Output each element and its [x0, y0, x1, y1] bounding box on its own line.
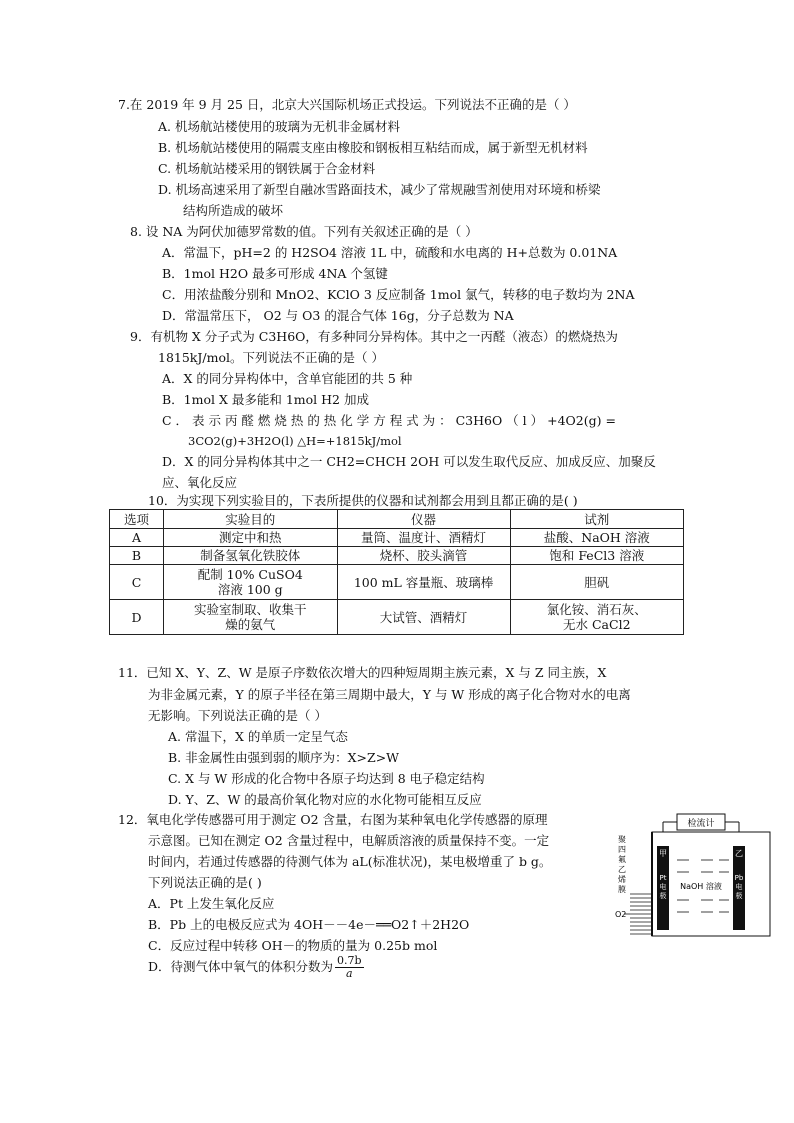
q11-stem-cont: 为非金属元素，Y 的原子半径在第三周期中最大，Y 与 W 形成的离子化合物对水的电离 — [148, 687, 631, 702]
table-cell — [163, 565, 337, 600]
table-cell: B — [110, 547, 164, 565]
q12-stem-cont: 示意图。已知在测定 O2 含量过程中，电解质溶液的质量保持不变。一定 — [148, 833, 550, 848]
table-row — [110, 547, 684, 565]
cell-line: 实验室制取、收集干 — [194, 602, 307, 617]
left-tag: 甲 — [659, 849, 667, 858]
solution-label: NaOH 溶液 — [680, 882, 722, 891]
q12-stem-cont2: 时间内，若通过传感器的待测气体为 aL(标准状况)，某电极增重了 b g。 — [148, 854, 552, 869]
q12-option-d — [148, 950, 364, 984]
q9-stem-cont: 1815kJ/mol。下列说法不正确的是（ ） — [158, 350, 384, 365]
table-cell: 制备氢氧化铁胶体 — [163, 547, 337, 565]
table-header: 选项 — [110, 510, 164, 529]
table-header: 试剂 — [510, 510, 683, 529]
q12-stem: 12．氧电化学传感器可用于测定 O2 含量，右图为某种氧电化学传感器的原理 — [118, 812, 548, 827]
q10-table — [109, 509, 684, 635]
table-cell: 烧杯、胶头滴管 — [337, 547, 510, 565]
q11-option-c: C. X 与 W 形成的化合物中各原子均达到 8 电子稳定结构 — [168, 771, 485, 786]
q12-stem-cont3: 下列说法正确的是( ) — [148, 875, 262, 890]
right-tag: 乙 — [735, 849, 743, 858]
table-header-row — [110, 510, 684, 529]
q8-option-a: A．常温下，pH=2 的 H2SO4 溶液 1L 中，硫酸和水电离的 H+总数为 0.01NA — [162, 245, 618, 260]
q7-option-b: B. 机场航站楼使用的隔震支座由橡胶和钢板相互粘结而成，属于新型无机材料 — [158, 140, 588, 155]
q11-stem-cont2: 无影响。下列说法正确的是（ ） — [148, 708, 327, 723]
cell-line: 配制 10% CuSO4 — [197, 567, 303, 582]
table-cell: 量筒、温度计、酒精灯 — [337, 529, 510, 547]
table-cell: 胆矾 — [510, 565, 683, 600]
membrane-label-char: 烯 — [618, 875, 626, 884]
pt-electrode-label: Pt 电极 — [659, 874, 667, 900]
table-cell: 测定中和热 — [163, 529, 337, 547]
table-row — [110, 565, 684, 600]
membrane-label-char: 膜 — [618, 885, 626, 894]
pb-electrode-label: Pb 电极 — [734, 874, 744, 900]
table-row — [110, 529, 684, 547]
q12-option-b: B．Pb 上的电极反应式为 4OH－－4e－══O2↑＋2H2O — [148, 917, 470, 932]
cell-line: 溶液 100 g — [217, 582, 283, 597]
table-cell: 大试管、酒精灯 — [337, 600, 510, 635]
gas-inlet-lines — [630, 894, 652, 934]
o2-label: O2 — [615, 910, 627, 919]
q11-stem: 11．已知 X、Y、Z、W 是原子序数依次增大的四种短周期主族元素，X 与 Z 同主族，X — [118, 665, 607, 680]
q8-option-c: C．用浓盐酸分别和 MnO2、KClO 3 反应制备 1mol 氯气，转移的电子数均为 2NA — [162, 287, 635, 302]
q11-option-d: D. Y、Z、W 的最高价氧化物对应的水化物可能相互反应 — [168, 792, 482, 807]
cell-line: 无水 CaCl2 — [563, 617, 631, 632]
q9-option-c-cont: 3CO2(g)+3H2O(l) △H=+1815kJ/mol — [188, 434, 402, 448]
q7-option-d: D. 机场高速采用了新型自融冰雪路面技术，减少了常规融雪剂使用对环境和桥梁 — [158, 182, 601, 197]
table-header: 实验目的 — [163, 510, 337, 529]
q12-option-c: C．反应过程中转移 OH－的物质的量为 0.25b mol — [148, 938, 438, 953]
cell-line: 氯化铵、消石灰、 — [546, 602, 647, 617]
q9-stem: 9．有机物 X 分子式为 C3H6O，有多种同分异构体。其中之一丙醛（液态）的燃烧热为 — [130, 329, 618, 344]
q8-option-d: D．常温常压下， O2 与 O3 的混合气体 16g，分子总数为 NA — [162, 308, 514, 323]
q9-option-c: C ． 表 示 丙 醛 燃 烧 热 的 热 化 学 方 程 式 为 ： C3H6O （ l ） +4O2(g) = — [162, 413, 616, 428]
q11-option-b: B. 非金属性由强到弱的顺序为：X>Z>W — [168, 750, 400, 765]
q9-option-a: A．X 的同分异构体中，含单官能团的共 5 种 — [162, 371, 413, 386]
table-cell: 100 mL 容量瓶、玻璃棒 — [337, 565, 510, 600]
q7-stem: 7.在 2019 年 9 月 25 日，北京大兴国际机场正式投运。下列说法不正确的是（ ） — [118, 97, 576, 112]
table-cell — [163, 600, 337, 635]
table-cell: D — [110, 600, 164, 635]
q12-option-a: A．Pt 上发生氧化反应 — [148, 896, 275, 911]
q8-stem: 8. 设 NA 为阿伏加德罗常数的值。下列有关叙述正确的是（ ） — [130, 224, 478, 239]
q12-option-d-text: D．待测气体中氧气的体积分数为 — [148, 959, 334, 974]
cell-line: 燥的氨气 — [225, 617, 276, 632]
table-header: 仪器 — [337, 510, 510, 529]
q10-stem: 10．为实现下列实验目的，下表所提供的仪器和试剂都会用到且都正确的是( ) — [148, 493, 578, 508]
q11-option-a: A. 常温下，X 的单质一定呈气态 — [168, 729, 348, 744]
q7-option-a: A. 机场航站楼使用的玻璃为无机非金属材料 — [158, 119, 400, 134]
q7-option-d-cont: 结构所造成的破坏 — [183, 203, 284, 218]
table-cell: 饱和 FeCl3 溶液 — [510, 547, 683, 565]
membrane-label-char: 乙 — [618, 865, 626, 874]
q9-option-b: B．1mol X 最多能和 1mol H2 加成 — [162, 392, 369, 407]
table-cell: A — [110, 529, 164, 547]
q9-option-d-cont: 应、氧化反应 — [162, 475, 238, 490]
table-row — [110, 600, 684, 635]
table-cell: 盐酸、NaOH 溶液 — [510, 529, 683, 547]
galvanometer-label: 检流计 — [687, 819, 715, 829]
q7-option-c: C. 机场航站楼采用的钢铁属于合金材料 — [158, 161, 376, 176]
table-cell — [510, 600, 683, 635]
sensor-diagram — [615, 810, 773, 940]
q8-option-b: B．1mol H2O 最多可形成 4NA 个氢键 — [162, 266, 388, 281]
fraction — [335, 955, 364, 980]
membrane-label-char: 聚 — [618, 835, 626, 844]
membrane-label-char: 氟 — [618, 855, 626, 864]
fraction-numerator: 0.7b — [337, 954, 362, 967]
fraction-denominator: a — [346, 967, 353, 980]
membrane-label-char: 四 — [618, 845, 626, 854]
table-cell: C — [110, 565, 164, 600]
membrane-label — [618, 835, 626, 894]
q9-option-d: D．X 的同分异构体其中之一 CH2=CHCH 2OH 可以发生取代反应、加成反应、加聚反 — [162, 454, 656, 469]
